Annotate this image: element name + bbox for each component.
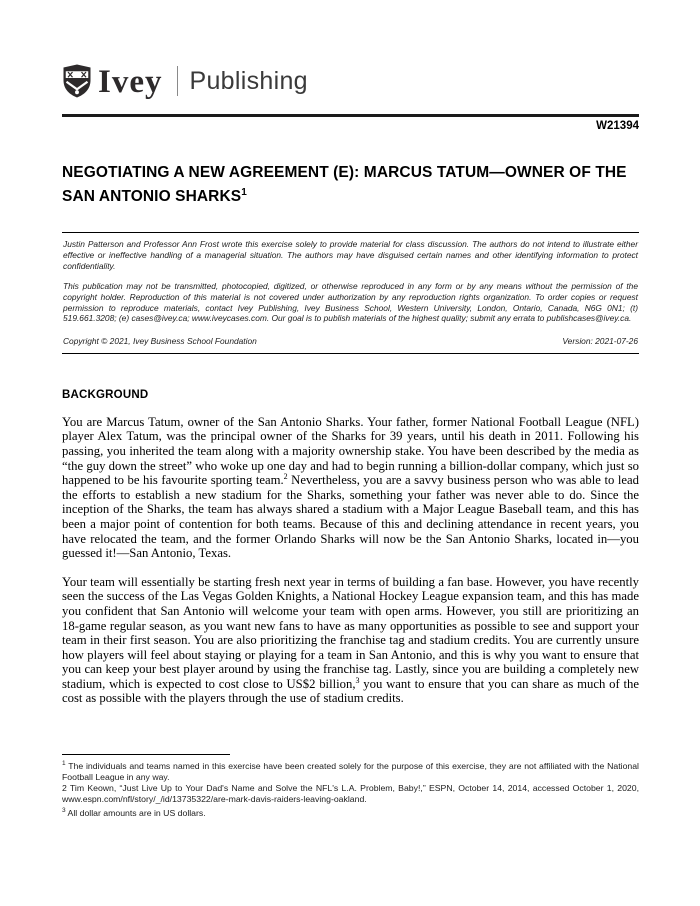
- paragraph-text: Nevertheless, you are a savvy business person who was able to lead the efforts to establish a new stadium for the Sharks, something your father was never able to do. Since the inception of the Sharks, the team has always shared a stadium with a Major League Baseball team, and this has been a major point of contention for both teams. Because of this and declining attendance in recent years, you have relocated the team, and the former Orlando Sharks will now be the San Antonio Sharks, located in—you guessed it!—San Antonio, Texas.: [62, 473, 639, 561]
- background-paragraph-1: [62, 415, 639, 561]
- footnote-marker: 3: [62, 806, 66, 814]
- disclaimer-block: [62, 232, 639, 354]
- footnote-text: Tim Keown, “Just Live Up to Your Dad's Name and Solve the NFL's L.A. Problem, Baby!,” ESPN, October 14, 2014, accessed October 1, 2020, www.espn.com/nfl/story/_/id/13735322/are-mark-davis-raiders-leaving-oakland.: [62, 782, 639, 804]
- version-text: Version: 2021-07-26: [562, 336, 638, 347]
- disclaimer-para-1: Justin Patterson and Professor Ann Frost wrote this exercise solely to provide material for class discussion. The authors do not intend to illustrate either effective or ineffective handling of a managerial situation. The authors may have disguised certain names and other identifying information to protect confidentiality.: [63, 239, 638, 271]
- title-footnote-ref: 1: [241, 187, 247, 198]
- brand-name: Ivey: [98, 63, 163, 100]
- footnote-1: [62, 758, 639, 783]
- case-number: W21394: [596, 120, 639, 132]
- disclaimer-para-2: This publication may not be transmitted, photocopied, digitized, or otherwise reproduced in any form or by any means without the permission of the copyright holder. Reproduction of this material is not covered under authorization by any reproduction rights organization. To order copies or request permission to reproduce materials, contact Ivey Publishing, Ivey Business School, Western University, London, Ontario, Canada, N6G 0N1; (t) 519.661.3208; (e) cases@ivey.ca; www.iveycases.com. Our goal is to publish materials of the highest quality; submit any errata to publishcases@ivey.ca.: [63, 281, 638, 324]
- background-paragraph-2: [62, 575, 639, 706]
- copyright-row: [63, 336, 638, 349]
- division-name: Publishing: [189, 66, 308, 95]
- paragraph-text: Your team will essentially be starting fresh next year in terms of building a fan base. However, you have recently seen the success of the Las Vegas Golden Knights, a National Hockey League expansion team, and this has made you confident that San Antonio will welcome your team with open arms. However, you still are prioritizing an 18-game regular season, as you want new fans to have as many opportunities as possible to see and support your team in their first season. You are also prioritizing the franchise tag and stadium credits. You are currently unsure how players will feel about staying or playing for a team in San Antonio, and this is why you want to ensure that you can keep your best player around by using the franchise tag. Lastly, since you are building a completely new stadium, which is expected to cost close to US$2 billion,: [62, 574, 639, 691]
- footnote-ref-2: 2: [283, 471, 288, 481]
- title-text: NEGOTIATING A NEW AGREEMENT (E): MARCUS TATUM—OWNER OF THE SAN ANTONIO SHARKS: [62, 164, 627, 206]
- paragraph-text: you want to ensure that you can share as much of the cost as possible with the players through the use of stadium credits.: [62, 676, 639, 706]
- footnote-text: The individuals and teams named in this exercise have been created solely for the purpose of this exercise, they are not affiliated with the National Football League in any way.: [62, 760, 639, 782]
- paragraph-text: You are Marcus Tatum, owner of the San Antonio Sharks. Your father, former National Football League (NFL) player Alex Tatum, was the principal owner of the Sharks for 39 years, until his death in 2011. Following his passing, you inherited the team along with a majority ownership stake. You have been described by the media as “the guy down the street” who woke up one day and had to begin running a billion-dollar company, which just so happened to be his favourite sporting team.: [62, 414, 639, 488]
- footnote-3: [62, 805, 639, 819]
- publisher-logo: [62, 58, 639, 104]
- footnote-separator: [62, 754, 230, 755]
- footnote-marker: 1: [62, 760, 66, 768]
- logo-divider: [177, 66, 178, 96]
- footnote-2: [62, 783, 639, 805]
- footnote-text: All dollar amounts are in US dollars.: [65, 807, 206, 818]
- section-heading-background: BACKGROUND: [62, 388, 149, 401]
- page-title: [62, 163, 639, 207]
- header-rule: [62, 114, 639, 117]
- footnote-ref-3: 3: [355, 675, 360, 685]
- footnotes-block: [62, 758, 639, 819]
- ivey-shield-icon: [62, 63, 92, 99]
- footnote-marker: 2: [62, 782, 67, 793]
- copyright-text: Copyright © 2021, Ivey Business School Foundation: [63, 336, 257, 347]
